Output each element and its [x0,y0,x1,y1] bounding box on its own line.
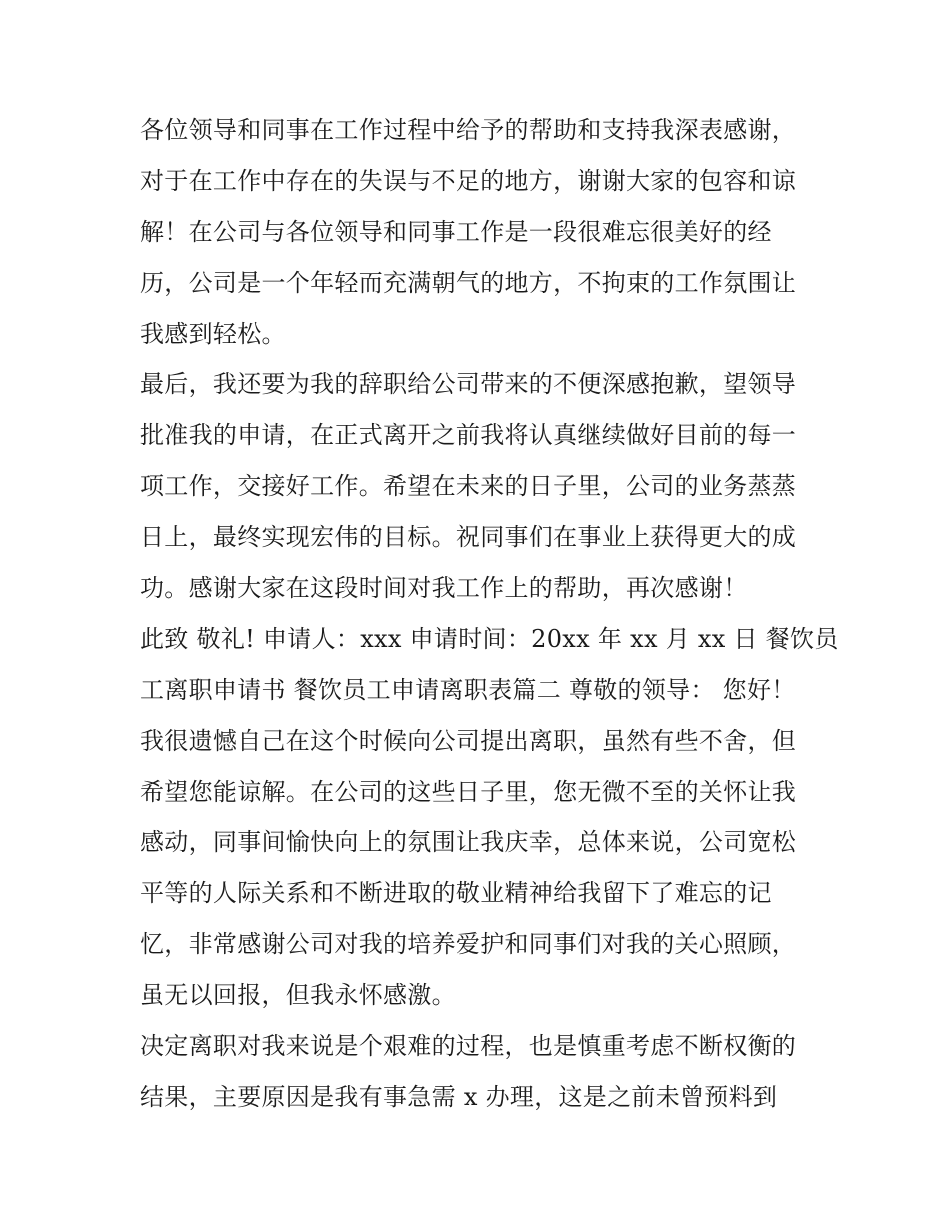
text-line: 希望您能谅解。在公司的这些日子里，您无微不至的关怀让我 [140,777,797,806]
text-line: 我感到轻松。 [140,319,286,348]
text-line: 我很遗憾自己在这个时候向公司提出离职，虽然有些不舍，但 [140,726,797,755]
text-line: 虽无以回报，但我永怀感激。 [140,981,456,1010]
body-text [140,105,839,1123]
text-line: 批准我的申请，在正式离开之前我将认真继续做好目前的每一 [140,421,797,450]
text-line: 对于在工作中存在的失误与不足的地方，谢谢大家的包容和谅 [140,166,797,195]
text-line: 功。感谢大家在这段时间对我工作上的帮助，再次感谢！ [140,574,748,603]
text-line: 工离职申请书 餐饮员工申请离职表篇二 尊敬的领导： 您好！ [140,675,796,704]
text-line: 历，公司是一个年轻而充满朝气的地方，不拘束的工作氛围让 [140,268,797,297]
text-line: 日上，最终实现宏伟的目标。祝同事们在事业上获得更大的成 [140,523,797,552]
text-line: 结果，主要原因是我有事急需 x 办理，这是之前未曾预料到 [140,1082,778,1111]
text-line: 决定离职对我来说是个艰难的过程，也是慎重考虑不断权衡的 [140,1032,797,1061]
text-line: 忆，非常感谢公司对我的培养爱护和同事们对我的关心照顾， [140,930,797,959]
text-line: 平等的人际关系和不断进取的敬业精神给我留下了难忘的记 [140,879,772,908]
text-line: 此致 敬礼! 申请人：xxx 申请时间：20xx 年 xx 月 xx 日 餐饮员 [140,624,839,653]
text-line: 最后，我还要为我的辞职给公司带来的不便深感抱歉，望领导 [140,370,797,399]
text-line: 各位领导和同事在工作过程中给予的帮助和支持我深表感谢， [140,116,797,144]
text-line: 解！在公司与各位领导和同事工作是一段很难忘很美好的经 [140,217,772,246]
text-line: 项工作，交接好工作。希望在未来的日子里，公司的业务蒸蒸 [140,472,797,501]
text-line: 感动，同事间愉快向上的氛围让我庆幸，总体来说，公司宽松 [140,828,797,857]
